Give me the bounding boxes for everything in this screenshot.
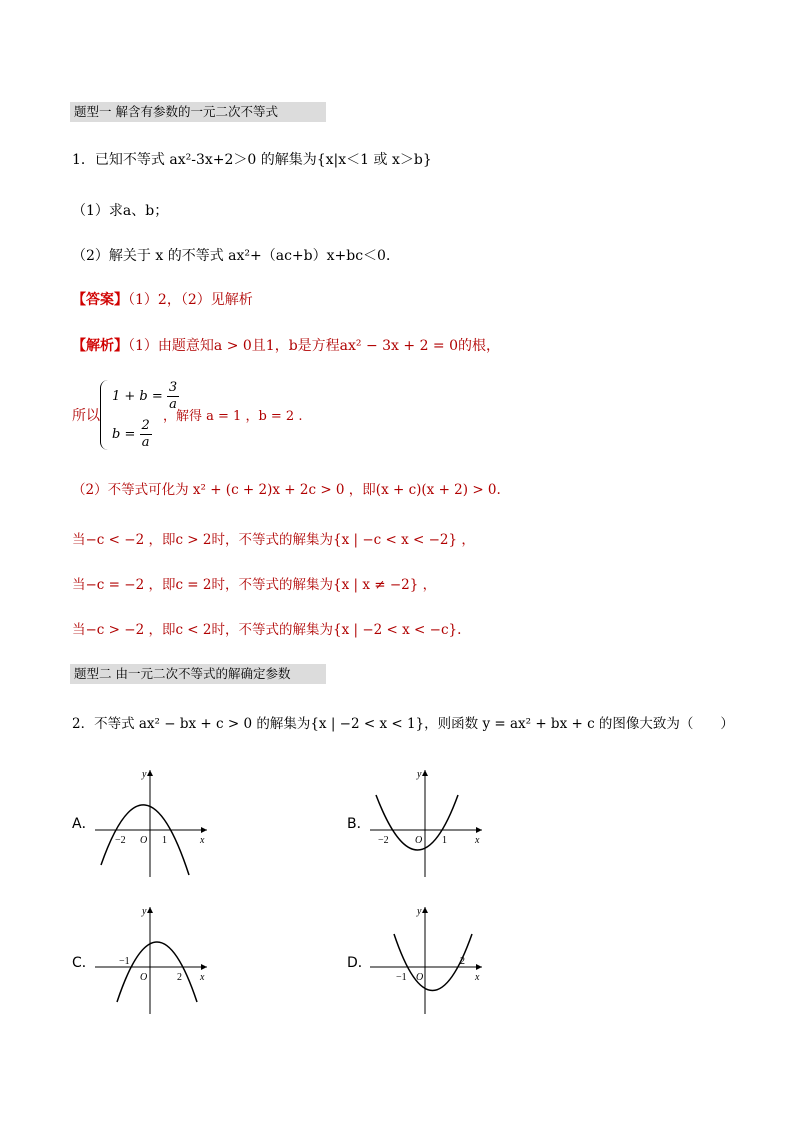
section-heading-1: 题型一 解含有参数的一元二次不等式 [70,102,326,122]
origin-label: O [140,972,148,983]
system-row-1-left: 1 + b = [112,389,163,404]
solve-text: ，解得 a = 1 ，b = 2 . [163,409,303,424]
x-axis-label: x [475,835,480,846]
option-c-label[interactable]: C． [72,955,96,971]
tick-label-left: −1 [396,972,407,983]
option-a-graph[interactable] [95,765,215,880]
tick-label-left: −1 [119,956,130,967]
x-axis-label: x [200,972,205,983]
option-d-label[interactable]: D． [347,955,372,971]
answer-line [72,290,253,310]
y-axis-label: y [417,769,422,780]
option-b-label[interactable]: B． [347,816,371,832]
option-b-graph[interactable] [370,765,490,880]
system-row-2 [112,418,152,451]
analysis-case-1: 当−c < −2 ，即c > 2时，不等式的解集为{x | −c < x < −2} ， [72,532,475,548]
x-axis-arrow [201,827,207,833]
tick-label-left: −2 [115,835,126,846]
question-2-stem: 2．不等式 ax² − bx + c > 0 的解集为{x | −2 < x < 1}，则函数 y = ax² + bx + c 的图像大致为（ ） [72,716,734,732]
question-1-part-1: （1）求a、b； [72,203,169,219]
answer-tag: 【答案】 [72,292,128,308]
x-axis-arrow [201,964,207,970]
analysis-case-3: 当−c > −2 ，即c < 2时，不等式的解集为{x | −2 < x < −c}. [72,622,462,638]
x-axis-arrow [476,827,482,833]
question-1-stem: 1．已知不等式 ax²-3x+2＞0 的解集为{x|x＜1 或 x＞b} [72,152,432,168]
origin-label: O [416,972,424,983]
y-axis-arrow [147,770,153,776]
origin-label: O [415,835,423,846]
tick-label-right: 2 [460,956,465,967]
tick-label-right: 2 [177,972,182,983]
section-heading-2: 题型二 由一元二次不等式的解确定参数 [70,664,326,684]
so-label: 所以 [72,408,100,424]
analysis-line-1 [72,336,500,356]
option-c-graph[interactable] [95,902,215,1017]
tick-label-right: 1 [442,835,447,846]
x-axis-label: x [200,835,205,846]
y-axis-label: y [142,769,147,780]
y-axis-arrow [422,770,428,776]
fraction-numerator: 2 [141,418,150,433]
analysis-tag: 【解析】 [72,338,128,354]
option-a-label[interactable]: A． [72,816,96,832]
answer-text: （1）2，（2）见解析 [128,292,253,308]
question-1-part-2: （2）解关于 x 的不等式 ax²+（ac+b）x+bc＜0． [72,248,400,264]
analysis-case-2: 当−c = −2 ，即c = 2时，不等式的解集为{x | x ≠ −2} ， [72,577,437,593]
parabola-curve [117,942,197,1002]
option-d-graph[interactable] [370,902,490,1017]
analysis-line-2: （2）不等式可化为 x² + (c + 2)x + 2c > 0 ，即(x + c)(x + 2) > 0. [72,482,501,498]
tick-label-left: −2 [378,835,389,846]
y-axis-arrow [422,907,428,913]
x-axis-label: x [475,972,480,983]
fraction-denominator: a [141,435,150,450]
system-row-2-left: b = [112,427,136,442]
y-axis-arrow [147,907,153,913]
origin-label: O [140,835,148,846]
x-axis-arrow [476,964,482,970]
analysis-text-1: （1）由题意知a > 0且1，b是方程ax² − 3x + 2 = 0的根， [128,338,501,354]
system-brace [100,380,111,450]
fraction-2-over-a [140,418,152,451]
fraction-numerator: 3 [168,380,178,395]
y-axis-label: y [417,906,422,917]
fraction-denominator: a [169,397,177,412]
y-axis-label: y [142,906,147,917]
tick-label-right: 1 [162,835,167,846]
